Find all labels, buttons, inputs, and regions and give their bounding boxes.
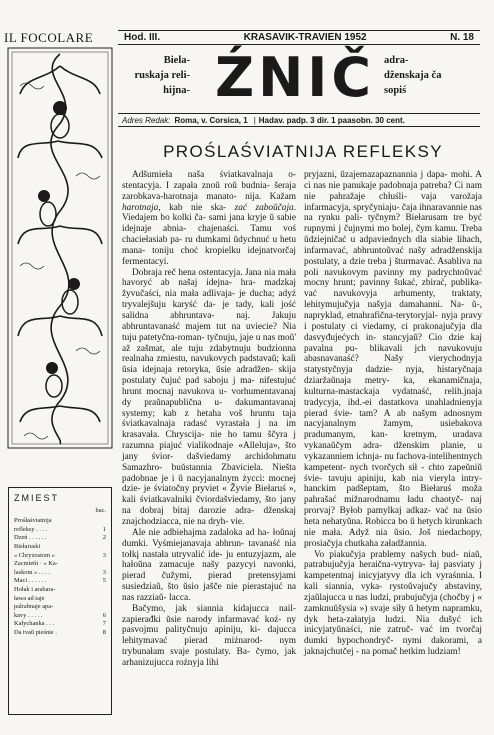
text-line: Vo piakučyja prablemy našych bud- (314, 549, 464, 560)
text-line: nym trybunałam svaje postulaty. Ba- (122, 636, 296, 658)
text-line: Našy vierychodnyja statystyčnyja dadzie- (304, 354, 482, 376)
toc-item-label: kavy . . . . . (14, 611, 43, 619)
toc-item-page: 3 (102, 551, 106, 559)
text-line: ny pasvojmu palityčnuju apiniju, ki- (122, 614, 296, 636)
text-line: hanckim padšeptam, što Biełaruś moža (304, 484, 482, 495)
text-line: vialikodnaje «Alleluja», što jany śvior- (122, 441, 296, 462)
toc-item-page: 2 (102, 534, 106, 542)
text-line: stancyjaŭ? Cio dzie kaj pavalna pu- (304, 332, 482, 354)
toc-list (14, 517, 106, 637)
subtitle-right-line: adra- (384, 55, 409, 66)
text-line: toniju choć kropielku idejnatvorčaj (152, 245, 296, 256)
text-line: dajucca lehitymavać pierad miżnarod- (122, 625, 296, 647)
text-line: napramku, dyk heta-załatyja ludzi. Nia (304, 603, 482, 625)
text-line: ka, ekanamičnaja, kulturna-mastackaja (304, 376, 482, 397)
toc-item-label: Zacmieńi · « Ka- (14, 560, 58, 568)
text-line: adradženskija postulaty, a dzie treba j (304, 245, 482, 267)
masthead (118, 46, 480, 109)
text-line: tam? A ab našym adnosnym nacyjanalnym (304, 408, 482, 430)
text-line: naj prorvaj? Byłob pamylkaj adkaz- (304, 495, 482, 517)
text-line: pahrašać mižnarodnamu ładu chaotyč- (304, 495, 471, 506)
text-line: chajenaści. Tamu voś chaciełasiab pa- (122, 224, 297, 246)
text-line: mohi. A ci nas nie panukaje padobnaja (304, 170, 482, 191)
text-line: tuju zdabytnuju budzionna realnaha (122, 343, 296, 365)
text-line: vydatnaść, relih.jnaja tradycyja, ihd.-ei (304, 386, 482, 408)
text-line: blikavali jch navukovuju abasnavanaść? (304, 343, 483, 365)
toc-item-page: 3 (102, 568, 106, 576)
text-line: stentacyja. I zapała znoŭ roŭ budnia- (122, 180, 270, 191)
text-line: dla ich vyraśnnia. I kali siannia, vyka- (304, 571, 482, 593)
toc-item-label: laskom » . . . . (14, 568, 51, 576)
toc-item-label: Biełaruski (14, 542, 41, 550)
article-column-1 (122, 170, 296, 669)
text-line: buŭstannia Zbaviciela. Niešta padobnae (122, 462, 296, 484)
article-headline: PROŚLAŚVIATNIJA REFLEKSY (163, 142, 443, 161)
text-line: madzkaj žyvučaści, nia mała adlivaja- (122, 278, 296, 300)
text-line: zapierađki ŭsie narody infarmavać koź- (122, 614, 287, 625)
text-line: lehitymujučyja našyja damahanni. Na- (304, 300, 472, 311)
text-line: dakumantavanaj systemy; kab z hetaha (122, 397, 296, 419)
text-line: dženskaj znajchodziacca, nie na dryh- (122, 506, 296, 527)
text-line: chutkaha załadžannia. (344, 538, 427, 549)
text-line: Adšumieła naša śviatkavalnaja o- (132, 170, 296, 180)
text-line: vać navukovyja arhumenty, traktaty, (304, 289, 482, 300)
text-line: ŭsia idejnaja retoryka, ŭsie adradžen- (122, 365, 279, 376)
text-line: pavinny my padrychtoŭvać mocny (304, 267, 482, 289)
toc-item (14, 552, 106, 561)
toc-item-label: « Chryzostom » (14, 551, 55, 559)
address-bar (118, 113, 480, 127)
text-line: vać im tvorčaj dumki hypochondryč- (304, 625, 482, 647)
text-line: pomač hetkim ludziam! (372, 647, 461, 658)
text-line: nie ho tamu ščyra j razumna piajuć (122, 430, 296, 452)
text-line: kali śviatkavalniki čviordašviedamy, (122, 495, 266, 506)
paragraph (122, 528, 296, 604)
toc-item-label: Maci . . . . . . (14, 577, 47, 585)
text-line: nifestujuć hrunt mocnaj navukova u- (122, 376, 296, 397)
toc-item (14, 517, 106, 526)
text-line: vorhumentavanaj dy praŭnapublična u- (122, 386, 296, 408)
text-line: nu fachova-intelihentnych kampetent- (304, 451, 482, 473)
issue-bar (118, 30, 480, 45)
toc-item (14, 620, 106, 629)
text-line: je i ŭ nacyjanalnym życci: mocnej dzie- (122, 473, 297, 495)
text-line: . Viedajem bo kolki ča- (122, 202, 297, 224)
toc-page-label: bac. (95, 506, 106, 514)
paragraph (304, 170, 482, 550)
issue-date: KRASAVIK-TRAVIEN 1952 (243, 32, 367, 43)
text-line: nija. Kažam (245, 191, 297, 202)
text-line: je tady, kali jość salidna abhruntava- (122, 300, 297, 321)
subtitle-left-line: ruskaja reli- (134, 70, 190, 81)
text-line: je śviatočny pryviet « Žyvie Biełaruś », (143, 484, 296, 495)
text-line: jašče nie pierastajuć na nas razziaŭ- (122, 582, 297, 603)
paragraph (122, 604, 296, 669)
text-line: nia ŭsio. Još niedachopy, prosiačyja (304, 527, 482, 549)
toc-item (14, 595, 106, 604)
text-line: łaj pasviaty j kampetentnaj inicyjatyvy (304, 560, 482, 582)
paragraph (304, 550, 482, 658)
table-of-contents (8, 487, 112, 715)
toc-item-page: 7 (102, 620, 106, 628)
text-line: Ale nie adbiehajma zadaloka ad ha- (132, 527, 273, 538)
text-line: vie. (230, 517, 245, 527)
text-line: ŭdziejničać u adpaviednych dla siabie (304, 235, 457, 246)
text-line: žamym, usiebakova pradumanym, kan- (304, 419, 482, 441)
article-column-2 (304, 170, 482, 658)
subtitle-right-line: sopiś (384, 85, 407, 96)
toc-item (14, 534, 106, 543)
text-line: patreba? Ci nam nie pahražaje chłuśli- (304, 180, 483, 202)
toc-item-label: ława ad taje (14, 594, 45, 602)
text-line: j čujnymi mo bolej, čym kamu. Treba (338, 224, 482, 235)
toc-item (14, 629, 106, 638)
text-line: fermentacyi. (122, 256, 169, 267)
address-label: Adres Redak: (122, 115, 171, 125)
italic-text: harotnaja (122, 202, 159, 213)
ornamental-border-illustration (4, 46, 116, 451)
publisher-label: IL FOCOLARE (4, 30, 94, 45)
issue-number: N. 18 (450, 32, 474, 43)
toc-item-page: 6 (102, 611, 106, 619)
text-line: nia mała havoryć ab našaj idejna- hra- (122, 267, 296, 289)
text-line: tyčnuju, jaje u nas moŭ' až zašmat, ale (122, 332, 297, 354)
text-line: naj. Jakuju abhruntavanaść majem tut (122, 310, 296, 332)
text-line: ŭ hetych kirunkach nie mała. Adyž (304, 517, 482, 538)
italic-text: zać zaboŭčaja (234, 202, 294, 213)
text-line: rystoŭvajučy abstaviny, zjaŭlajucca u (304, 582, 482, 603)
text-line: nych tvorčych sił - chto zapeŭniŭ śvie- (304, 462, 482, 484)
text-line: vyrastała j na im krasavała. Chryscija- (122, 419, 296, 441)
text-line: nyja, histaryčnaja dziaržaŭnaja metry- (304, 365, 482, 387)
text-line: ju entuzyjazm, ale hałoŭna zamacuje (122, 549, 296, 571)
text-line: voš hruntu taja śviatkavalnaja radasć (122, 408, 296, 430)
toc-item-label: Prośłaśviatnija (14, 517, 52, 525)
toc-item-label: Da tvaŭ pieśnie . (14, 628, 57, 636)
text-line: što jany na dobraj bitaj darozie adra- (122, 495, 296, 517)
text-line: šturmavać. Asabliva na poli navukovym (304, 256, 482, 278)
text-line: dastatkova unahladnienyja pierad śvie- (304, 397, 482, 419)
text-line: pryjazni, ŭzajemazapaznannia j dapa- (304, 170, 451, 180)
text-line: prakonajučyja dla dasvyđujećych in- (304, 321, 482, 343)
toc-item-label: palrabnaje apa- (14, 603, 54, 611)
text-line: pierad pretensyjami susiedziaŭ, što ŭsio (122, 571, 296, 593)
text-line: skija postulaty čujuć pad saboju j ma- (122, 365, 296, 387)
toc-item (14, 586, 106, 595)
toc-item-label: refleksy . . . . (14, 525, 48, 533)
text-line: na uviecie? Nia tuju patetyčna-roman- (122, 321, 296, 343)
text-line: vać na ŭsio heta nehatyŭna. Robicca bo (304, 506, 482, 527)
toc-item (14, 526, 106, 535)
subtitle-right-line: dženskaja ča (384, 70, 442, 81)
text-line: tavuju apiniju, kab nia vieryla intry- (328, 473, 482, 484)
toc-item-label: Dzeń . . . . . . (14, 534, 47, 542)
text-line: tyčnym? Biełarusam tre być rupnymi (304, 213, 482, 235)
toc-item (14, 603, 106, 612)
text-line: dašviedamy archidohmatu Samazhro- (122, 451, 296, 473)
address-separator: | (253, 115, 256, 125)
toc-item (14, 577, 106, 586)
text-line: našy pazycyi navonki, pierad čužymi, (122, 560, 296, 582)
toc-item-page: 5 (102, 577, 106, 585)
text-line: hrunt; pavinny šukać, zbirać, publika- (333, 278, 482, 289)
text-line: tavanaść nia tołkį nastała utryvalić ide- (122, 538, 296, 560)
paragraph: Adšumieła naša śviatkavalnaja o- stentacyja. I zapała znoŭ roŭ budnia- šeraja zarobkava-harotnaja manato- nija. Kažam harotnaja, kab nie ska- zać zaboŭčaja. Viedajem bo kolki ča- sami jana kryje ŭ sabie idejnaje abnia- chajenaści. Tamu voś chaciełasiab pa- ru dumkami ŭdychnuć u hetu mana- toniju choć kropielku idejnatvorčaj fermentacyi. (122, 170, 297, 267)
toc-item-page: 1 (102, 525, 106, 533)
masthead-subtitle-right (384, 53, 462, 98)
toc-item-label: Kałychanka . . . (14, 620, 55, 628)
text-line: ŭ-, napryklad, etnahrafična-terytoryjal- (304, 300, 482, 321)
text-line: je ducha; adyź tryvalejšuju karyść da- (122, 289, 296, 311)
issue-year: Hod. III. (124, 32, 161, 43)
subtitle-left-line: Biela- (163, 55, 190, 66)
text-line: nyja pravy i postulaty ci viedamy, ci (304, 310, 483, 332)
text-line: « zamknuŭšysia ») svaje siły ŭ hetym (304, 592, 482, 614)
text-line: sami jana kryje ŭ sabie idejnaje abnia- (122, 213, 296, 235)
toc-item-label: Hołak i arabara- (14, 585, 56, 593)
text-line: dušyć ich inicyjatyŭnaści, nie zatruč- (304, 614, 483, 636)
text-line: niaŭ, patrabujučyja heraična-vytryva- (304, 549, 482, 571)
text-line: ru dumkami ŭdychnuć u hetu mana- (122, 235, 296, 256)
text-line: Dobraja reč hena ostentacyja. Jana (132, 267, 265, 278)
toc-item (14, 612, 106, 621)
text-line: Bačymo, jak siannia kidajucca nail- (132, 603, 296, 614)
text-line: łoŭnaj dumki. Vyśmiejanavaja abhrun- (122, 527, 296, 549)
paper-title: ŹNIČ (214, 46, 376, 109)
text-line: šeraja zarobkava-harotnaja manato- (122, 180, 297, 202)
text-line: kab nie ska- (169, 202, 227, 213)
text-line: vaja varožaja infarmacyja, spryčyniaju- (304, 191, 482, 213)
text-line: dženskim planie, u vykazanniem ichnja- (304, 441, 482, 462)
text-line: nas ludzi, prabujučyja (chočby j (355, 592, 478, 603)
subtitle-left-line: hijna- (163, 85, 190, 96)
text-line: lacca. (168, 592, 191, 603)
address-value: Roma, v. Corsica, 1 (174, 115, 248, 125)
text-line: zmiestu, navukovych padstavaŭ; kali (156, 354, 296, 365)
text-line: kretnym, uradava vykanaŭčym adra- (304, 430, 482, 452)
toc-item-page: 8 (102, 628, 106, 636)
toc-item (14, 560, 106, 569)
toc-item (14, 569, 106, 578)
text-line: čymo, jak arhanizujucca roźnyja lihi (122, 647, 296, 668)
text-line: čaja ihnaravannie nas na rynku pali- (304, 202, 482, 224)
toc-item (14, 543, 106, 552)
text-line: nymi dakorami, a jaknajchutčej - na (304, 636, 482, 658)
toc-title: ZMIEST (14, 493, 59, 503)
paragraph (122, 268, 296, 528)
text-line: lihach, infarmavać, abhruntoŭvać našy (304, 235, 482, 256)
masthead-subtitle-left (128, 53, 190, 98)
price-info: Hadav. padp. 3 dir. 1 paasobn. 30 cent. (258, 115, 405, 125)
